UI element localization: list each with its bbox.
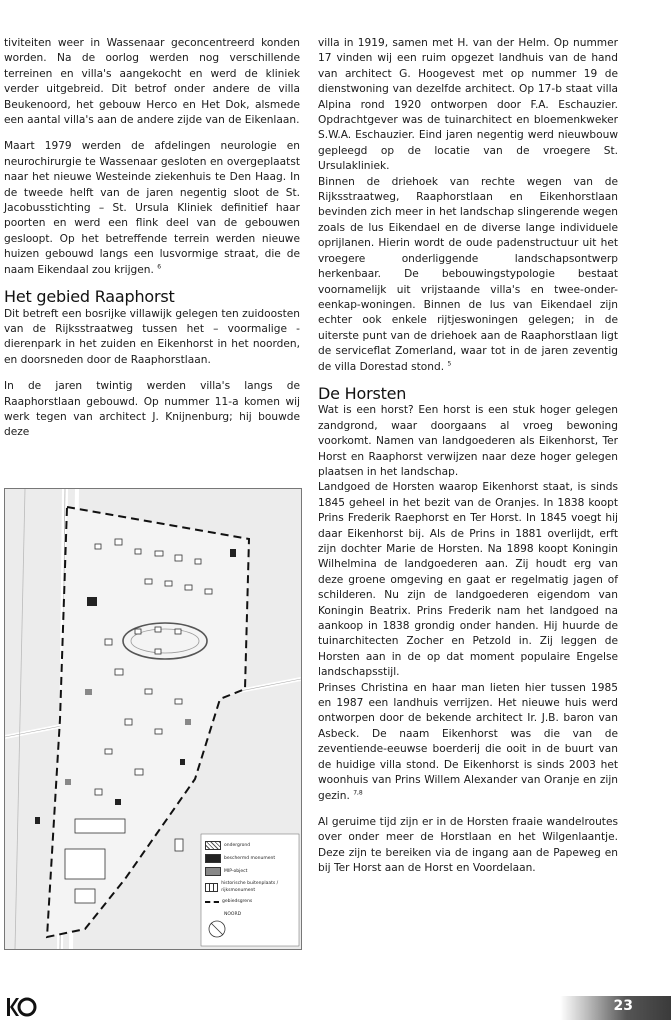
legend-item: NOORD [224,912,242,917]
ko-logo-icon [6,996,38,1018]
paragraph: villa in 1919, samen met H. van der Helm. Op nummer 17 vinden wij een ruim opgezet landhuis van de hand van architect G. Hoogevest met op nummer 19 de dienstwoning van dezelfde architect. Op 17-b staat villa Alpina rond 1920 ontworpen door F.A. Eschauzier. Opdrachtgever was de tuinarchitect en bloemenkweker S.W.A. Eschauzier. Eind jaren negentig werd nieuwbouw gepleegd op de locatie van de vroegere St. Ursulakliniek. [318,37,618,173]
section-heading: De Horsten [318,383,407,403]
paragraph: Prinses Christina en haar man lieten hier tussen 1985 en 1987 een landhuis verrijzen. Het nieuwe huis werd ontworpen door de bekende architect Ir. J.B. baron van Asbeck. De naam Eikenhorst was die van de zeventiende-eeuwse boerderij die ooit in de buurt van de huidige villa stond. De Eikenhorst is sinds 2003 het woonhuis van Prins Willem Alexander van Oranje en zijn gezin. $^{7,8}$ [318,681,618,802]
section-heading: Het gebied Raaphorst [4,287,175,307]
paragraph: Wat is een horst? Een horst is een stuk hoger gelegen zandgrond, waar doorgaans al vroeg bewoning voorkomt. Namen van landgoederen als Eikenhorst, Ter Horst en Raaphorst verwijzen naar deze hoger gelegen plaatsen in het landschap. [318,404,618,478]
page-number-bar [560,996,671,1020]
footnote-ref: 6 [157,263,162,271]
page-number: 23 [613,998,633,1014]
legend-item: historische buitenplaats / rijksmonument [205,880,295,894]
legend-item: MIP-object [205,867,295,876]
area-map [4,488,302,950]
paragraph: Al geruime tijd zijn er in de Horsten fraaie wandelroutes over onder meer de Horstlaan en het Wilgenlaantje. Deze zijn te bereiken via de ingang aan de Papeweg en bij Ter Horst aan de Horst en Voordelaan. [318,815,618,875]
right-column [318,36,618,888]
footnote-ref: 5 [447,360,452,367]
paragraph: tiviteiten weer in Wassenaar geconcentreerd konden worden. Na de oorlog werden nog verschillende terreinen en villa's aangekocht en werd de kliniek verder uitgebreid. Dit betrof onder andere de villa Beukenoord, het gebouw Herco en Het Dok, alsmede een aantal villa's aan de andere zijde van de Eikenlaan. [4,37,300,127]
map-legend [205,841,295,922]
paragraph: Dit betreft een bosrijke villawijk gelegen ten zuidoosten van de Rijksstraatweg tussen het – voormalige - dierenpark in het zuiden en Eikenhorst in het noorden, en doorsneden door de Raaphorstlaan. [4,307,300,366]
footnote-ref: 7,8 [353,788,363,796]
legend-item: gebiedsgrens [205,898,295,905]
paragraph: Binnen de driehoek van rechte wegen van de Rijksstraatweg, Raaphorstlaan en Eikenhorstlaan bevinden zich meer in het landschap slingerende wegen zoals de lus Eikendael en de diverse lange individuele oprijlanen. Hierin wordt de oude padenstructuur uit het vroegere onderliggende landschapsontwerp herkenbaar. De bebouwingstypologie bestaat voornamelijk uit vrijstaande villa's en twee-onder-eenkap-woningen. Binnen de lus van Eikendael zijn echter ook enkele rijtjeswoningen gelegen; in de uiterste punt van de driehoek aan de Raaphorstlaan ligt de serviceflat Zomerland, waar tot in de jaren zeventig de villa Dorestad stond. $^5$ [318,175,618,373]
legend-item: beschermd monument [205,854,295,863]
legend-item: ondergrond [205,841,295,850]
paragraph: Maart 1979 werden de afdelingen neurologie en neurochirurgie te Wassenaar gesloten en overgeplaatst naar het nieuwe Westeinde ziekenhuis te Den Haag. In de tweede helft van de jaren negentig sloot de St. Jacobusstichting – St. Ursula Kliniek definitief haar poorten en werd een flink deel van de gebouwen gesloopt. Op het betreffende terrein werden nieuwe huizen gebouwd langs een lusvormige straat, die de naam Eikendaal zou krijgen. $^6$ [4,140,300,276]
paragraph: In de jaren twintig werden villa's langs de Raaphorstlaan gebouwd. Op nummer 11-a komen wij werk tegen van architect J. Knijnenburg; hij bouwde deze [4,380,300,439]
paragraph: Landgoed de Horsten waarop Eikenhorst staat, is sinds 1845 geheel in het bezit van de Oranjes. In 1838 koopt Prins Frederik Raephorst en Ter Horst. In 1845 voegt hij daar Eikenhorst bij. Als de Prins in 1881 overlijdt, erft zijn dochter Marie de Horsten. Na 1898 koopt Koningin Wilhelmina de landgoederen aan. Zij houdt erg van deze groene omgeving en gaat er regelmatig jagen of schilderen. Nu zijn de landgoederen eigendom van Koningin Beatrix. Prins Frederik nam het landgoed na aankoop in 1838 grondig onder handen. Hij huurde de tuinarchitecten Zocher en Petzold in. Zij leggen de Horsten aan in de op dat moment populaire Engelse landschapsstijl. [318,481,618,679]
left-column [4,36,300,441]
